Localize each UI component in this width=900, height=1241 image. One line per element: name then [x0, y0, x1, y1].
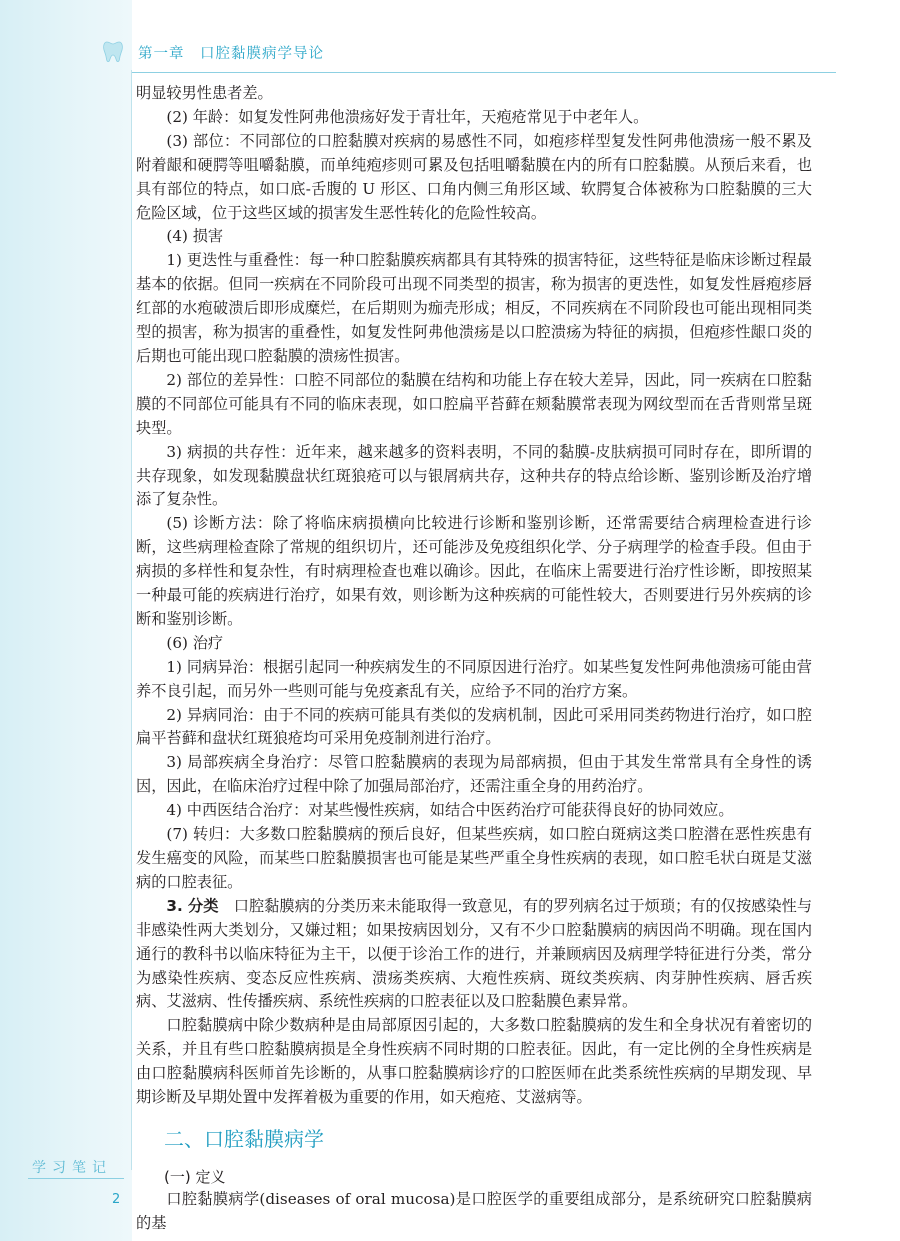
classification-text: 口腔黏膜病的分类历来未能取得一致意见，有的罗列病名过于烦琐；有的仅按感染性与非感染性两大类划分，又嫌过粗；如果按病因划分，又有不少口腔黏膜病的病因尚不明确。现在国内通行的教科书以临床特征为主干，以便于诊治工作的进行，并兼顾病因及病理学特征进行分类，常分为感染性疾病、变态反应性疾病、溃疡类疾病、大疱性疾病、斑纹类疾病、肉芽肿性疾病、唇舌疾病、艾滋病、性传播疾病、系统性疾病的口腔表征以及口腔黏膜色素异常。: [136, 896, 813, 1011]
paragraph: 1) 更迭性与重叠性：每一种口腔黏膜疾病都具有其特殊的损害特征，这些特征是临床诊断过程最基本的依据。但同一疾病在不同阶段可出现不同类型的损害，称为损害的更迭性，如复发性唇疱疹唇红部的水疱破溃后即形成糜烂，在后期则为痂壳形成；相反，不同疾病在不同阶段也可能出现相同类型的损害，称为损害的重叠性，如复发性阿弗他溃疡是以口腔溃疡为特征的病损，但疱疹性龈口炎的后期也可能出现口腔黏膜的溃疡性损害。: [136, 251, 812, 365]
paragraph: 2) 异病同治：由于不同的疾病可能具有类似的发病机制，因此可采用同类药物进行治疗，如口腔扁平苔藓和盘状红斑狼疮均可采用免疫制剂进行治疗。: [136, 705, 812, 748]
paragraph: (6) 治疗: [166, 633, 224, 652]
paragraph: 口腔黏膜病学(diseases of oral mucosa)是口腔医学的重要组成部分，是系统研究口腔黏膜病的基: [136, 1189, 812, 1232]
paragraph: (4) 损害: [166, 227, 224, 246]
classification-lead: 3. 分类: [166, 896, 219, 915]
left-sidebar: [0, 0, 132, 1241]
paragraph: (5) 诊断方法：除了将临床病损横向比较进行诊断和鉴别诊断，还常需要结合病理检查进行诊断，这些病理检查除了常规的组织切片，还可能涉及免疫组织化学、分子病理学的检查手段。但由于病损的多样性和复杂性，有时病理检查也难以确诊。因此，在临床上需要进行治疗性诊断，即按照某一种最可能的疾病进行治疗，如果有效，则诊断为这种疾病的可能性较大，否则要进行另外疾病的诊断和鉴别诊断。: [136, 514, 812, 628]
subheading: (一) 定义: [164, 1167, 226, 1186]
page-body: [136, 82, 812, 1236]
paragraph: 明显较男性患者差。: [136, 84, 273, 102]
paragraph: 口腔黏膜病中除少数病种是由局部原因引起的，大多数口腔黏膜病的发生和全身状况有着密切的关系，并且有些口腔黏膜病损是全身性疾病不同时期的口腔表征。因此，有一定比例的全身性疾病是由口腔黏膜病科医师首先诊断的，从事口腔黏膜病诊疗的口腔医师在此类系统性疾病的早期发现、早期诊断及早期处置中发挥着极为重要的作用，如天疱疮、艾滋病等。: [136, 1016, 812, 1107]
paragraph: (7) 转归：大多数口腔黏膜病的预后良好，但某些疾病，如口腔白斑病这类口腔潜在恶性疾患有发生癌变的风险，而某些口腔黏膜损害也可能是某些严重全身性疾病的表现，如口腔毛状白斑是艾滋病的口腔表征。: [136, 825, 812, 891]
paragraph: 1) 同病异治：根据引起同一种疾病发生的不同原因进行治疗。如某些复发性阿弗他溃疡可能由营养不良引起，而另外一些则可能与免疫紊乱有关，应给予不同的治疗方案。: [136, 657, 812, 700]
section-heading: 二、口腔黏膜病学: [164, 1126, 324, 1151]
paragraph: (2) 年龄：如复发性阿弗他溃疡好发于青壮年，天疱疮常见于中老年人。: [166, 107, 649, 126]
header-divider: [132, 72, 836, 73]
study-notes-label: 学习笔记: [32, 1160, 112, 1176]
notes-divider: [28, 1178, 124, 1179]
chapter-header-title: 第一章 口腔黏膜病学导论: [138, 46, 324, 62]
paragraph: 3) 局部疾病全身治疗：尽管口腔黏膜病的表现为局部病损，但由于其发生常常具有全身性的诱因，因此，在临床治疗过程中除了加强局部治疗，还需注重全身的用药治疗。: [136, 753, 812, 796]
tooth-icon: [103, 40, 123, 64]
paragraph: 2) 部位的差异性：口腔不同部位的黏膜在结构和功能上存在较大差异，因此，同一疾病在口腔黏膜的不同部位可能具有不同的临床表现，如口腔扁平苔藓在颊黏膜常表现为网纹型而在舌背则常呈斑块型。: [136, 370, 812, 437]
paragraph: 3) 病损的共存性：近年来，越来越多的资料表明，不同的黏膜-皮肤病损可同时存在，即所谓的共存现象，如发现黏膜盘状红斑狼疮可以与银屑病共存，这种共存的特点给诊断、鉴别诊断及治疗增添了复杂性。: [136, 442, 812, 509]
page-number: 2: [112, 1192, 121, 1207]
paragraph-classification: [136, 895, 812, 1015]
paragraph: 4) 中西医结合治疗：对某些慢性疾病，如结合中医药治疗可能获得良好的协同效应。: [166, 801, 734, 820]
paragraph: (3) 部位：不同部位的口腔黏膜对疾病的易感性不同，如疱疹样型复发性阿弗他溃疡一般不累及附着龈和硬腭等咀嚼黏膜，而单纯疱疹则可累及包括咀嚼黏膜在内的所有口腔黏膜。从预后来看，也具有部位的特点，如口底-舌腹的 U 形区、口角内侧三角形区域、软腭复合体被称为口腔黏膜的三大危险区域，位于这些区域的损害发生恶性转化的危险性较高。: [136, 131, 812, 222]
sidebar-divider: [131, 70, 132, 1170]
